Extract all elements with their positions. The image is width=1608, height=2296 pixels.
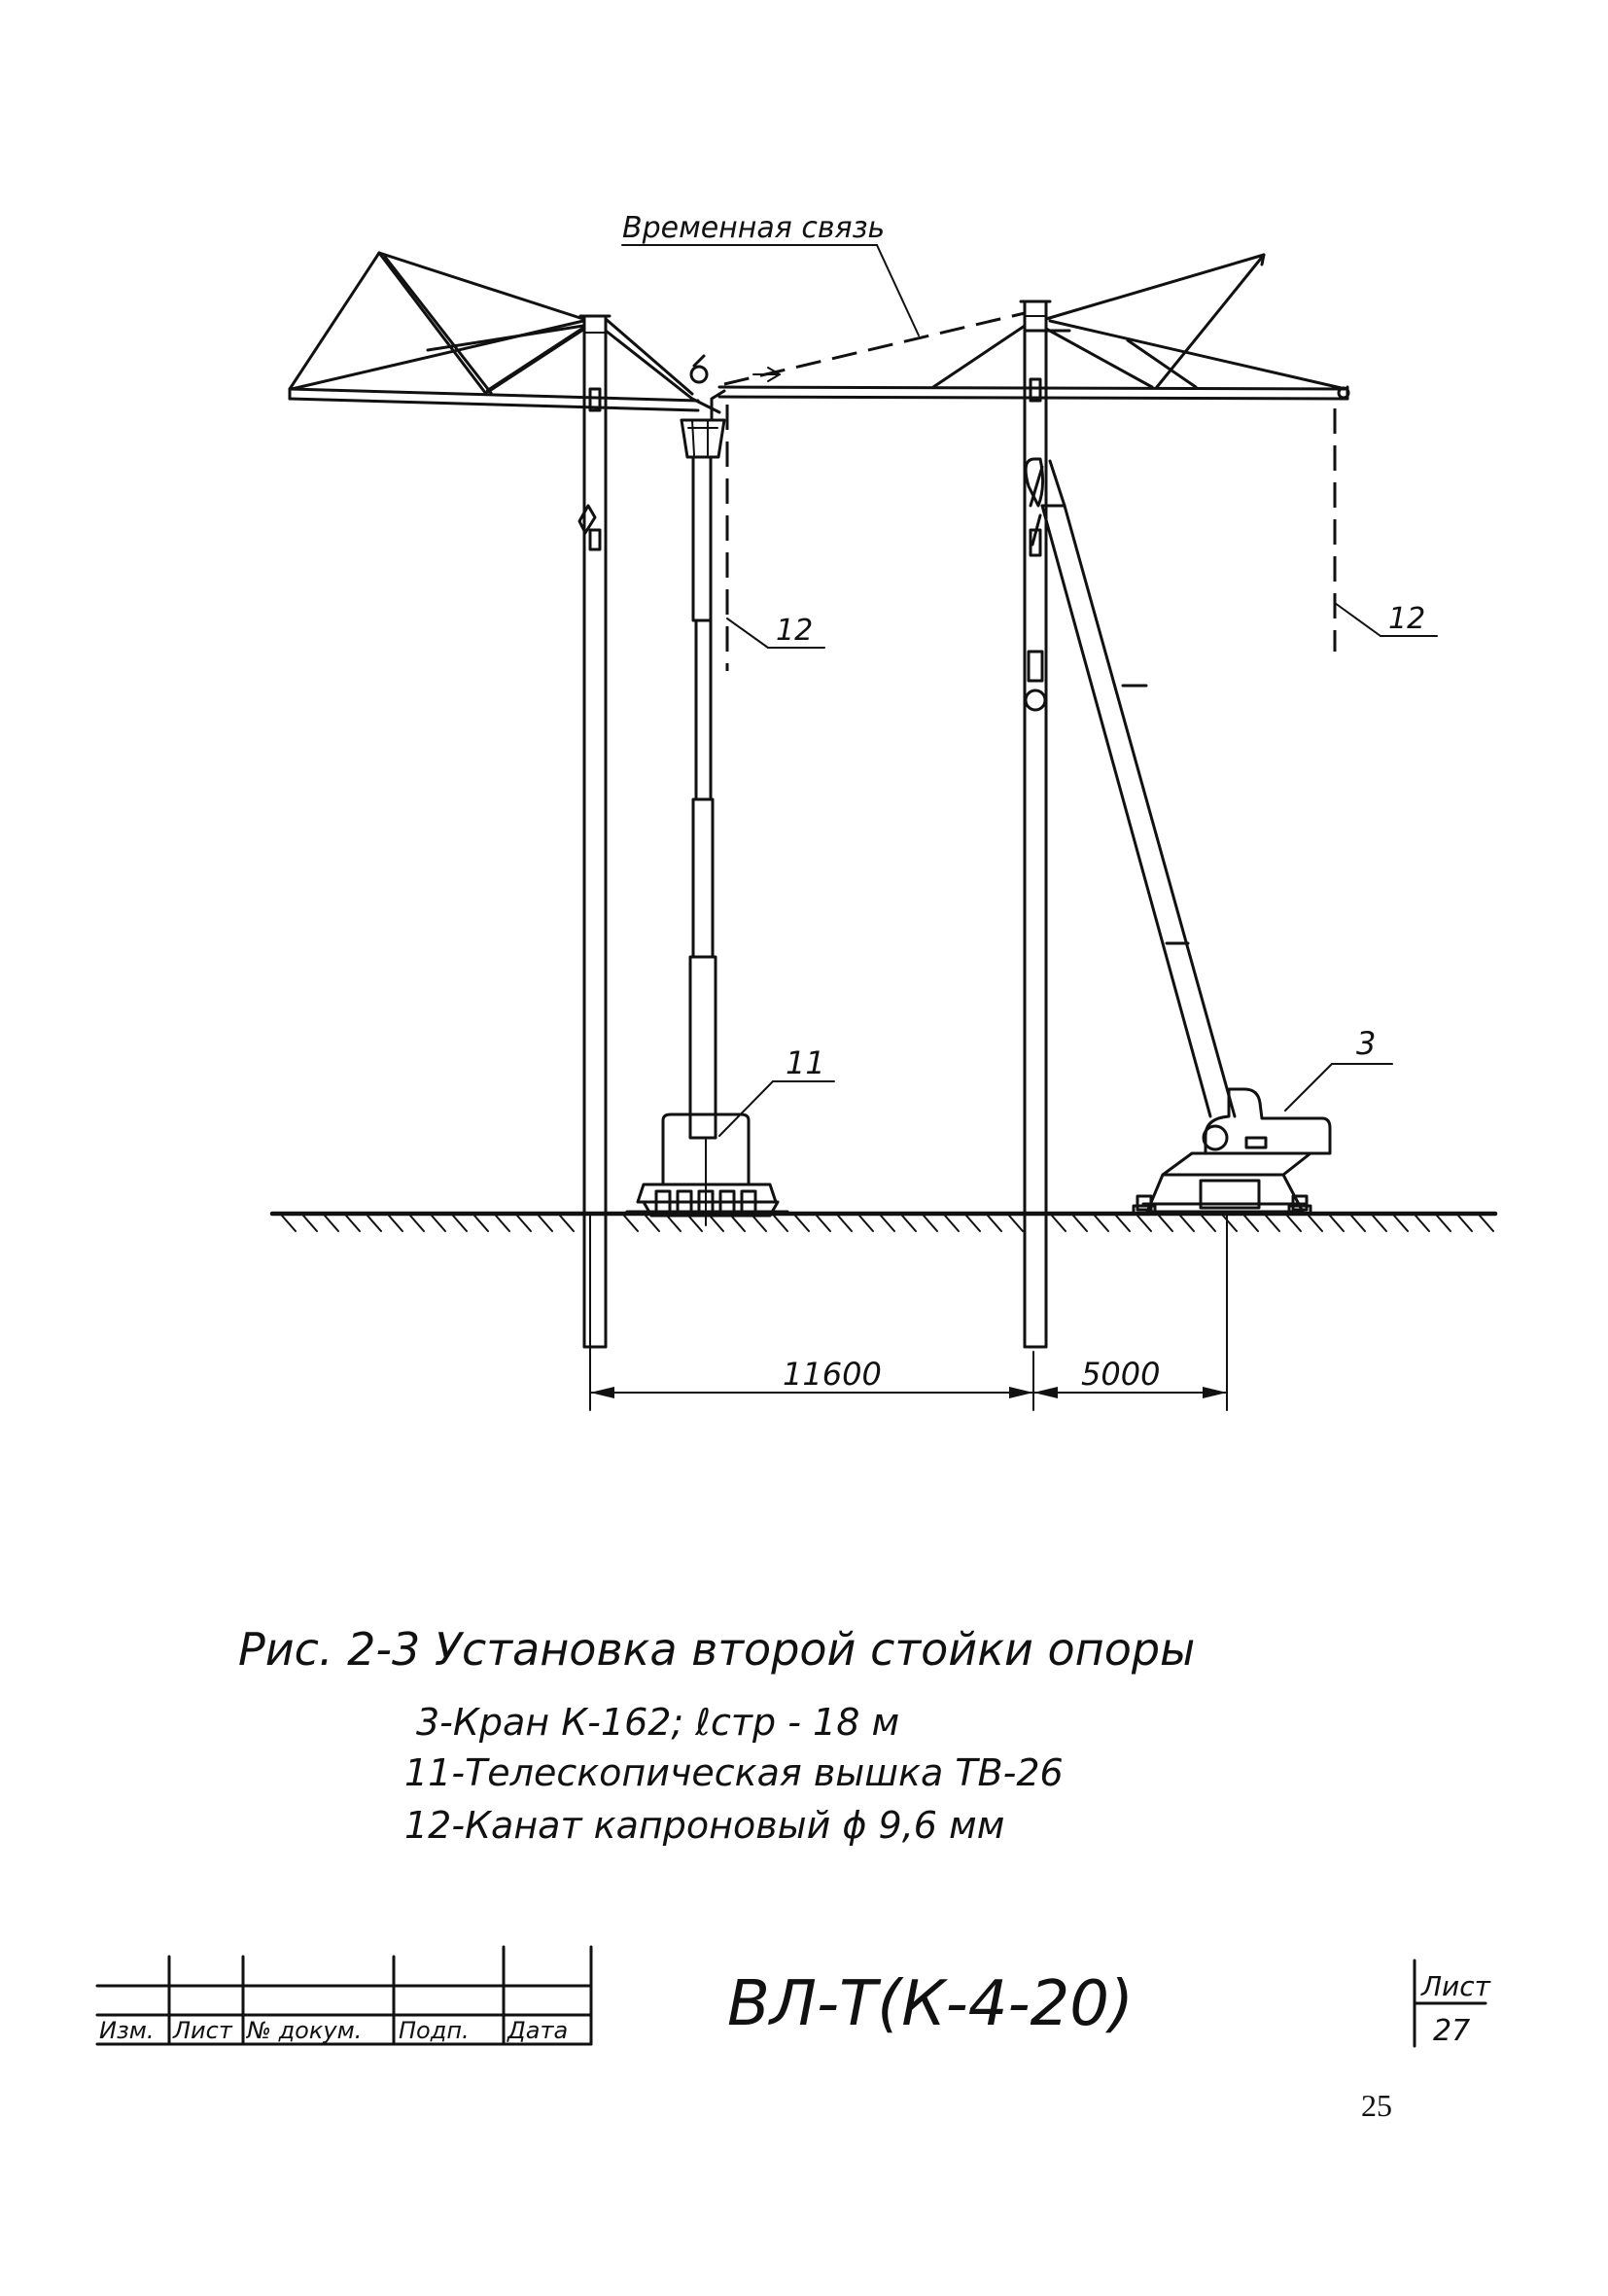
- right-traverse: [719, 255, 1348, 399]
- legend-item-crane: 3-Кран К-162; ℓстр - 18 м: [416, 1701, 900, 1744]
- figure-caption-title: Рис. 2-3 Установка второй стойки опоры: [238, 1623, 1196, 1676]
- right-support-pole: [1021, 301, 1050, 1347]
- telescopic-tower: [627, 391, 787, 1225]
- crane: [1031, 461, 1330, 1214]
- callout-rope-right: [1335, 602, 1437, 636]
- dimension-span: 11600: [783, 1356, 882, 1393]
- title-block-col-doc: № докум.: [247, 2017, 363, 2044]
- title-block-col-change: Изм.: [99, 2017, 155, 2044]
- callout-crane: [1285, 1025, 1392, 1111]
- dimension-lines: [590, 1216, 1227, 1410]
- callout-rope-left: [727, 614, 824, 648]
- left-traverse: [290, 253, 719, 412]
- callout-rope-right-label: 12: [1388, 602, 1426, 636]
- dimension-offset: 5000: [1081, 1356, 1161, 1393]
- title-block-col-sign: Подп.: [399, 2017, 470, 2044]
- temporary-tie: [622, 245, 1025, 384]
- callout-tower-label: 11: [786, 1044, 825, 1081]
- callout-crane-label: 3: [1356, 1025, 1377, 1062]
- legend-item-rope: 12-Канат капроновый ϕ 9,6 мм: [404, 1804, 1005, 1847]
- temporary-tie-label: Временная связь: [622, 211, 886, 245]
- sheet-number: 27: [1433, 2014, 1471, 2048]
- callout-rope-left-label: 12: [776, 614, 814, 648]
- callout-tower: [719, 1044, 834, 1136]
- legend-item-tower: 11-Телескопическая вышка ТВ-26: [404, 1751, 1064, 1794]
- left-support-pole: [579, 316, 610, 1347]
- title-block-col-date: Дата: [507, 2017, 569, 2044]
- page-number: 25: [1361, 2088, 1392, 2123]
- title-block-col-sheet: Лист: [173, 2017, 232, 2044]
- title-block: [97, 1947, 1491, 2048]
- document-designation: ВЛ-Т(К-4-20): [727, 1968, 1134, 2040]
- sheet-label: Лист: [1421, 1970, 1490, 2002]
- ground-line: [272, 1214, 1495, 1231]
